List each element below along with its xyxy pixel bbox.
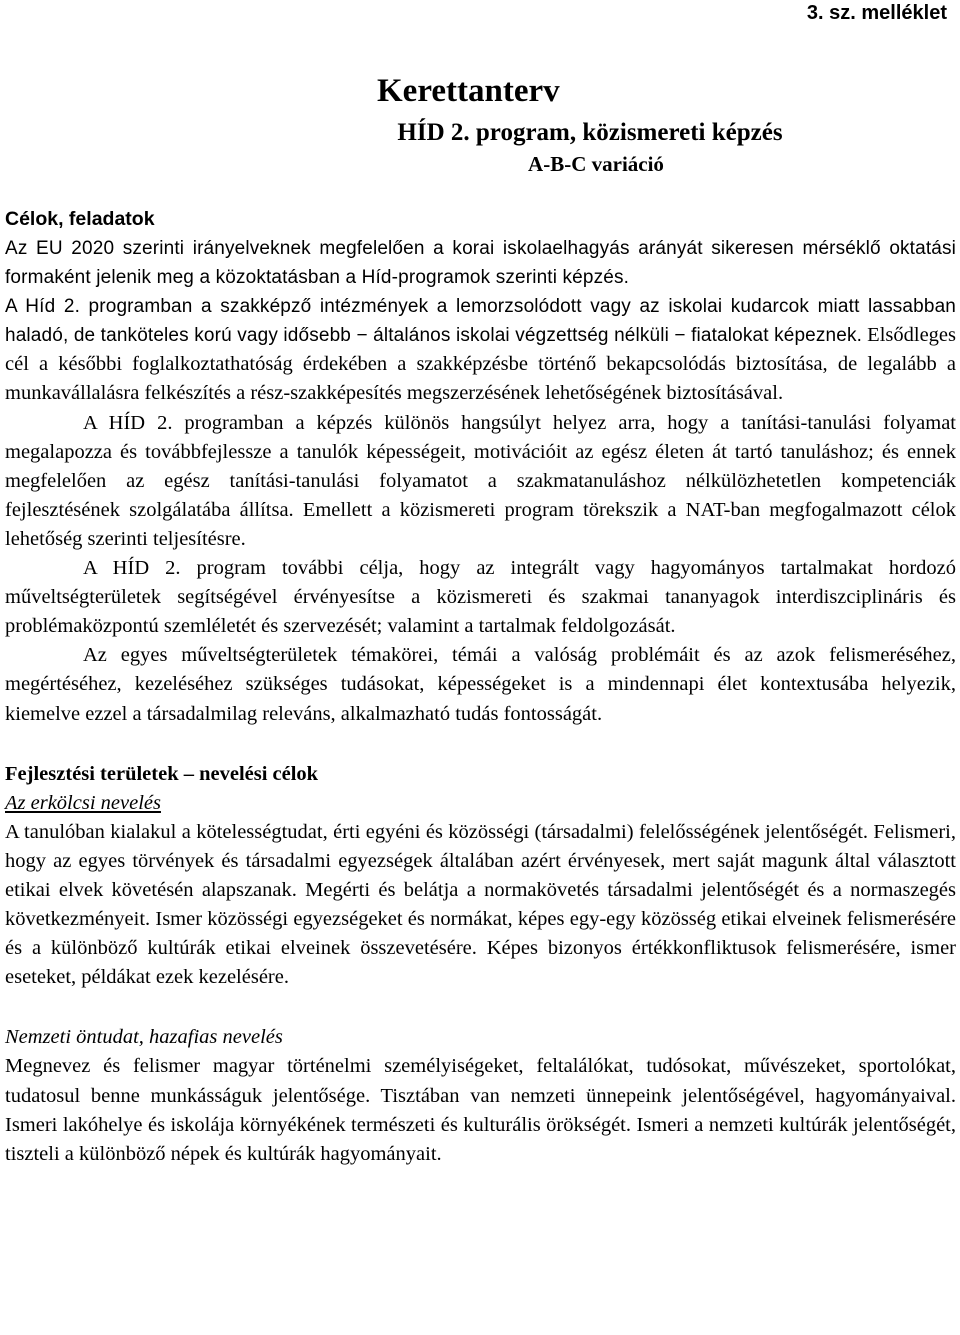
paragraph-intro: Az EU 2020 szerinti irányelveknek megfelelően a korai iskolaelhagyás arányát sikeresen mérséklő oktatási formaként jelenik meg a közoktatásban a Híd-programok szerinti képzés. bbox=[5, 238, 956, 289]
section-heading-goals: Célok, feladatok bbox=[5, 208, 155, 230]
spacer bbox=[5, 729, 956, 760]
subheading-moral-education: Az erkölcsi nevelés bbox=[5, 791, 161, 814]
section-heading-development: Fejlesztési területek – nevelési célok bbox=[5, 762, 319, 785]
spacer bbox=[5, 992, 956, 1023]
paragraph-program-further-goal: A HÍD 2. program további célja, hogy az integrált vagy hagyományos tartalmakat hordozó műveltségterületek segítségével érvényesítse a közismereti és szakmai tananyagok interdiszciplináris és problémaközpontú szemléletét és szervezését; valamint a tartalmak feldolgozását. bbox=[5, 557, 956, 638]
paragraph-program-target-a: A Híd 2. programban a szakképző intézmények a lemorzsolódott vagy az iskolai kudarcok miatt lassabban haladó, de tanköteles korú vagy idősebb − általános iskolai végzettség nélküli − fiatalokat képeznek. bbox=[5, 296, 956, 347]
subheading-national-identity: Nemzeti öntudat, hazafias nevelés bbox=[5, 1026, 283, 1049]
paragraph-national-identity: Megnevez és felismer magyar történelmi személyiségeket, feltalálókat, tudósokat, művészeket, sportolókat, tudatosul benne munkásságuk jelentősége. Tisztában van nemzeti ünnepeink jelentőségével, hagyományaival. Ismeri lakóhelye és iskolája környékének természeti és kulturális örökségét. Ismeri a nemzeti kultúrák jelentőségét, tiszteli a különböző népek és kultúrák hagyományait. bbox=[5, 1055, 956, 1165]
paragraph-program-target-b: Elsődleges cél a későbbi foglalkoztathatóság érdekében a szakképzésbe történő bekapcsolódás biztosítása, de legalább a munkavállalásra felkészítés a rész-szakképesítés megszerzésének lehetőségének biztosításával. bbox=[5, 324, 956, 405]
annex-label: 3. sz. melléklet bbox=[806, 2, 947, 24]
document-title: Kerettanterv bbox=[377, 73, 560, 109]
paragraph-program-emphasis: A HÍD 2. programban a képzés különös hangsúlyt helyez arra, hogy a tanítási-tanulási folyamat megalapozza és továbbfejlessze a tanulók képességeit, motivációit az egész életen át tartó tanuláshoz; és ennek megfelelően az egész tanítási-tanulási folyamatot a szakmatanuláshoz nélkülözhetetlen kompetenciák fejlesztésének szolgálatába állítsa. Emellett a közismereti program törekszik a NAT-ban megfogalmazott célok lehetőség szerinti teljesítésre. bbox=[5, 411, 956, 550]
document-subtitle: HÍD 2. program, közismereti képzés bbox=[397, 119, 783, 146]
paragraph-moral-education: A tanulóban kialakul a kötelességtudat, érti egyéni és közösségi (társadalmi) felelősségének jelentőségét. Felismeri, hogy az egyes törvények és társadalmi egyezségek általában azért érvényesek, mert saját magunk által választott etikai elvek követésén alapszanak. Megérti és belátja a normakövetés társadalmi jelentőségét és a normaszegés következményeit. Ismer közösségi egyezségeket és normákat, képes egy-egy közösség etikai elveinek felismerésére és a különböző kultúrák etikai elveinek összevetésére. Képes bizonyos értékkonfliktusok felismerésére, ismer eseteket, példákat ezek kezelésére. bbox=[5, 820, 956, 989]
document-variant: A-B-C variáció bbox=[528, 152, 664, 176]
paragraph-program-target bbox=[5, 292, 956, 408]
paragraph-literacy-areas: Az egyes műveltségterületek témakörei, témái a valóság problémáit és az azok felismeréséhez, megértéséhez, kezeléséhez szükséges tudásokat, képességeket is a mindennapi élet kontextusába helyezik, kiemelve ezzel a társadalmilag releváns, alkalmazható tudás fontosságát. bbox=[5, 644, 956, 725]
document-body bbox=[5, 205, 956, 1169]
